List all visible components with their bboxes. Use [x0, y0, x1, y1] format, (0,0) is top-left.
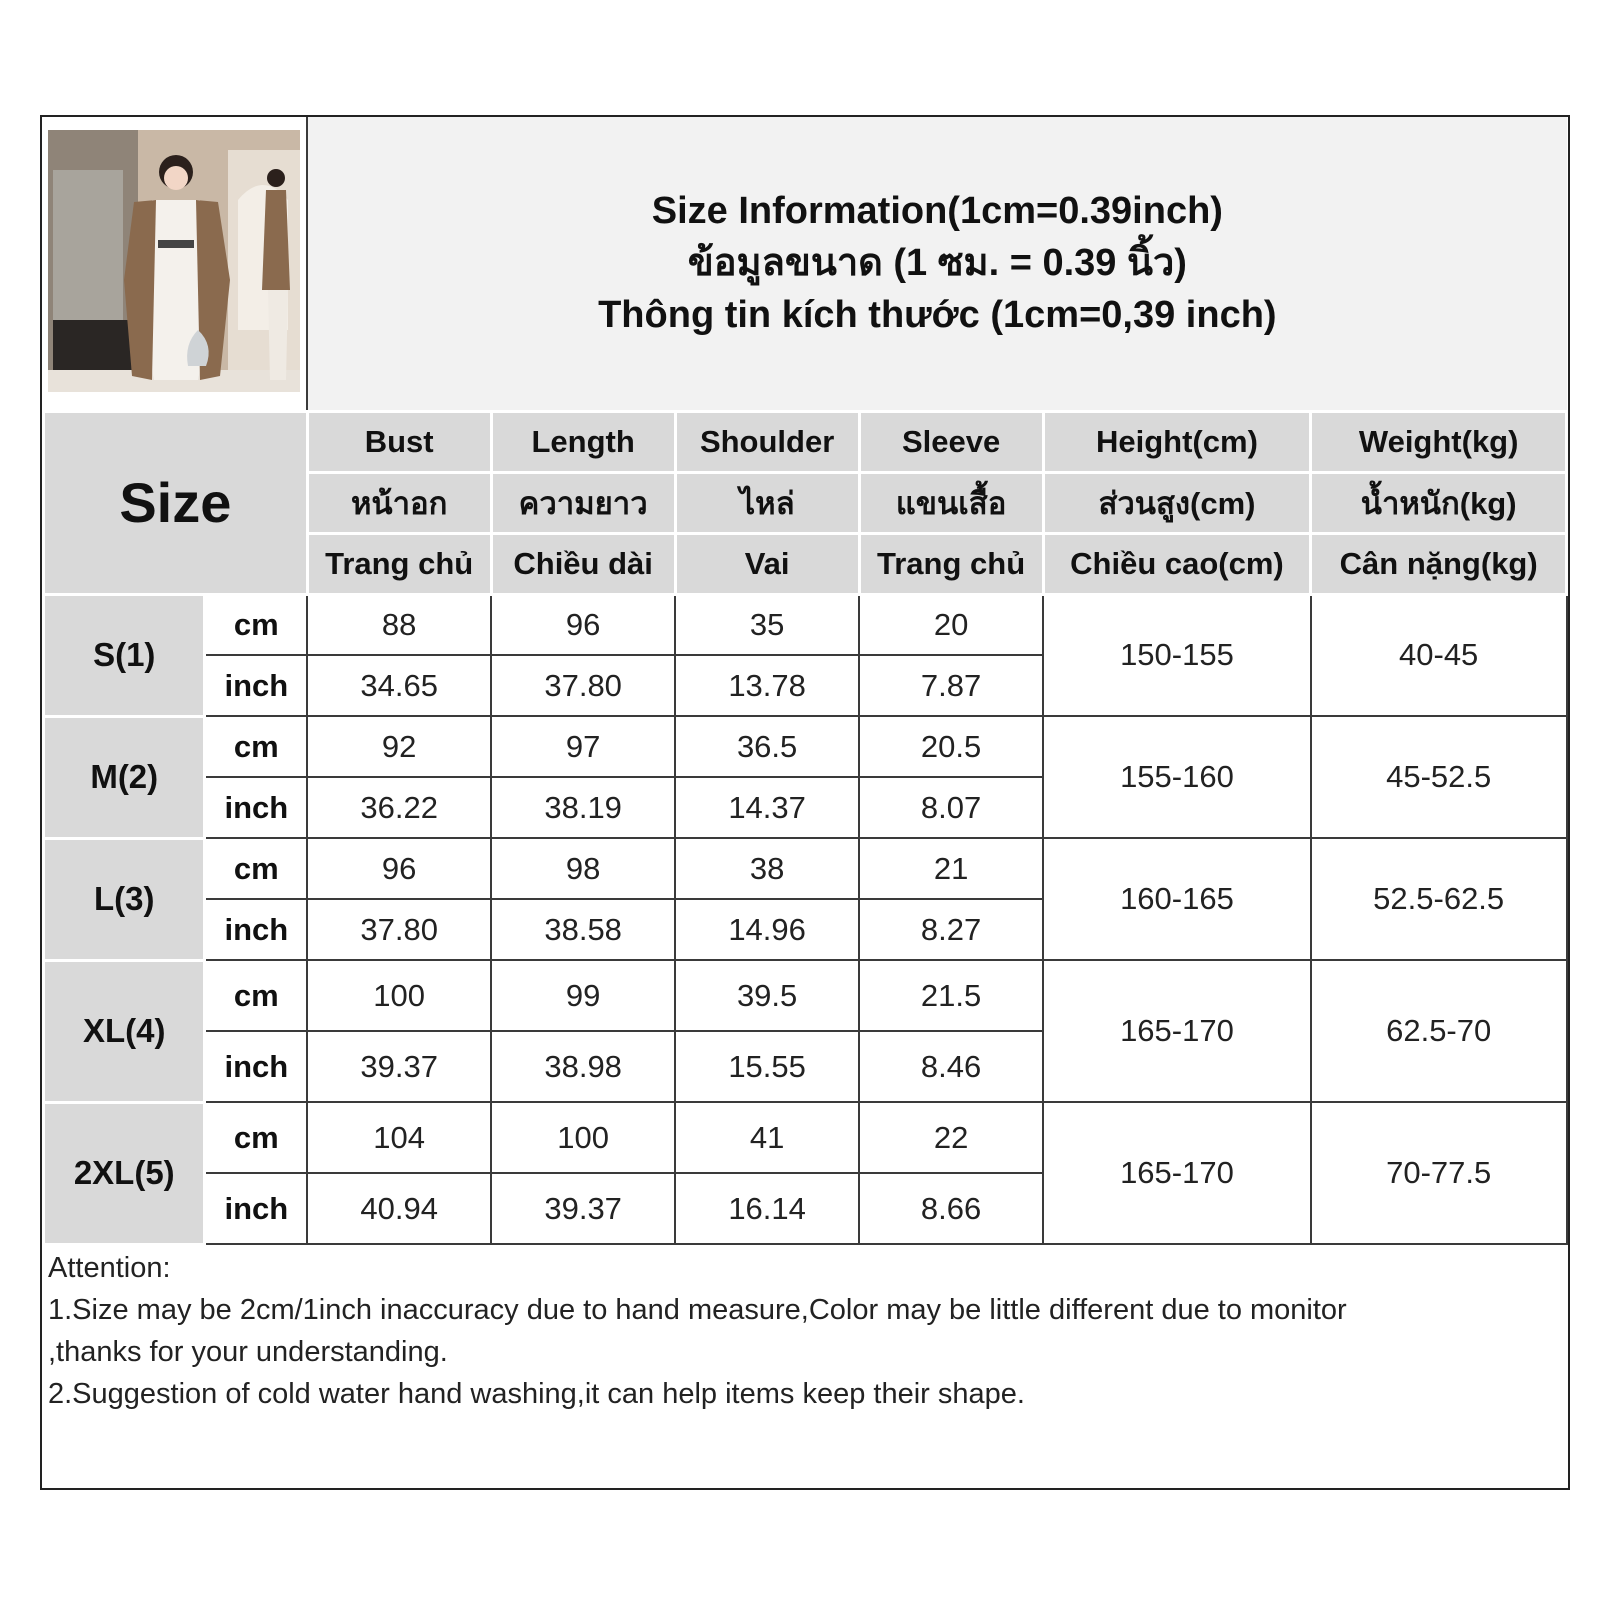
header-bust-th: หน้าอก	[307, 472, 491, 533]
bust-cm: 100	[307, 960, 491, 1031]
length-inch: 38.58	[491, 899, 675, 960]
sleeve-inch: 7.87	[859, 655, 1043, 716]
unit-inch: inch	[205, 777, 307, 838]
header-length-vi: Chiều dài	[491, 533, 675, 594]
length-cm: 96	[491, 594, 675, 655]
unit-inch: inch	[205, 1173, 307, 1244]
height-range: 150-155	[1043, 594, 1311, 716]
table-row	[44, 960, 1567, 1031]
shoulder-cm: 35	[675, 594, 859, 655]
table-row	[44, 838, 1567, 899]
size-xl: XL(4)	[44, 960, 205, 1102]
size-chart	[40, 115, 1570, 1490]
bust-cm: 88	[307, 594, 491, 655]
length-inch: 38.98	[491, 1031, 675, 1102]
unit-inch: inch	[205, 1031, 307, 1102]
weight-range: 52.5-62.5	[1311, 838, 1567, 960]
length-inch: 39.37	[491, 1173, 675, 1244]
product-photo-cell	[44, 117, 308, 411]
title-thai: ข้อมูลขนาด (1 ซม. = 0.39 นิ้ว)	[687, 242, 1187, 285]
attention-line-3: 2.Suggestion of cold water hand washing,it can help items keep their shape.	[48, 1378, 1025, 1410]
bust-cm: 96	[307, 838, 491, 899]
unit-inch: inch	[205, 899, 307, 960]
unit-cm: cm	[205, 960, 307, 1031]
header-shoulder-en: Shoulder	[675, 411, 859, 472]
table-row	[44, 1102, 1567, 1173]
unit-inch: inch	[205, 655, 307, 716]
length-cm: 97	[491, 716, 675, 777]
shoulder-inch: 16.14	[675, 1173, 859, 1244]
size-l: L(3)	[44, 838, 205, 960]
size-2xl: 2XL(5)	[44, 1102, 205, 1244]
header-bust-vi: Trang chủ	[307, 533, 491, 594]
sleeve-cm: 20	[859, 594, 1043, 655]
shoulder-cm: 41	[675, 1102, 859, 1173]
title-english: Size Information(1cm=0.39inch)	[651, 190, 1223, 233]
shoulder-inch: 15.55	[675, 1031, 859, 1102]
header-sleeve-vi: Trang chủ	[859, 533, 1043, 594]
sleeve-inch: 8.46	[859, 1031, 1043, 1102]
bust-cm: 104	[307, 1102, 491, 1173]
unit-cm: cm	[205, 594, 307, 655]
header-weight-en: Weight(kg)	[1311, 411, 1567, 472]
sleeve-cm: 21.5	[859, 960, 1043, 1031]
sleeve-cm: 20.5	[859, 716, 1043, 777]
product-photo	[48, 130, 300, 392]
table-row	[44, 594, 1567, 655]
shoulder-cm: 36.5	[675, 716, 859, 777]
header-weight-vi: Cân nặng(kg)	[1311, 533, 1567, 594]
header-height-th: ส่วนสูง(cm)	[1043, 472, 1311, 533]
length-cm: 100	[491, 1102, 675, 1173]
size-table	[42, 117, 1568, 1246]
title-vietnamese: Thông tin kích thước (1cm=0,39 inch)	[598, 294, 1277, 337]
height-range: 160-165	[1043, 838, 1311, 960]
weight-range: 62.5-70	[1311, 960, 1567, 1102]
length-inch: 37.80	[491, 655, 675, 716]
attention-notes	[48, 1247, 1548, 1415]
height-range: 165-170	[1043, 1102, 1311, 1244]
attention-line-1: 1.Size may be 2cm/1inch inaccuracy due to hand measure,Color may be little different due to monitor	[48, 1294, 1347, 1326]
length-inch: 38.19	[491, 777, 675, 838]
bust-inch: 39.37	[307, 1031, 491, 1102]
shoulder-cm: 38	[675, 838, 859, 899]
length-cm: 99	[491, 960, 675, 1031]
table-row	[44, 716, 1567, 777]
header-length-th: ความยาว	[491, 472, 675, 533]
header-height-en: Height(cm)	[1043, 411, 1311, 472]
bust-cm: 92	[307, 716, 491, 777]
shoulder-inch: 13.78	[675, 655, 859, 716]
weight-range: 45-52.5	[1311, 716, 1567, 838]
shoulder-cm: 39.5	[675, 960, 859, 1031]
sleeve-inch: 8.66	[859, 1173, 1043, 1244]
height-range: 165-170	[1043, 960, 1311, 1102]
size-m: M(2)	[44, 716, 205, 838]
shoulder-inch: 14.96	[675, 899, 859, 960]
header-shoulder-th: ไหล่	[675, 472, 859, 533]
header-sleeve-th: แขนเสื้อ	[859, 472, 1043, 533]
title-cell	[307, 117, 1566, 411]
attention-line-2: ,thanks for your understanding.	[48, 1336, 448, 1368]
header-sleeve-en: Sleeve	[859, 411, 1043, 472]
sleeve-inch: 8.27	[859, 899, 1043, 960]
header-shoulder-vi: Vai	[675, 533, 859, 594]
sleeve-cm: 22	[859, 1102, 1043, 1173]
sleeve-cm: 21	[859, 838, 1043, 899]
size-header: Size	[44, 411, 308, 594]
shoulder-inch: 14.37	[675, 777, 859, 838]
weight-range: 40-45	[1311, 594, 1567, 716]
header-bust-en: Bust	[307, 411, 491, 472]
header-weight-th: น้ำหนัก(kg)	[1311, 472, 1567, 533]
height-range: 155-160	[1043, 716, 1311, 838]
unit-cm: cm	[205, 716, 307, 777]
unit-cm: cm	[205, 838, 307, 899]
bust-inch: 37.80	[307, 899, 491, 960]
header-height-vi: Chiều cao(cm)	[1043, 533, 1311, 594]
sleeve-inch: 8.07	[859, 777, 1043, 838]
length-cm: 98	[491, 838, 675, 899]
bust-inch: 40.94	[307, 1173, 491, 1244]
header-length-en: Length	[491, 411, 675, 472]
weight-range: 70-77.5	[1311, 1102, 1567, 1244]
unit-cm: cm	[205, 1102, 307, 1173]
bust-inch: 36.22	[307, 777, 491, 838]
attention-heading: Attention:	[48, 1252, 171, 1284]
bust-inch: 34.65	[307, 655, 491, 716]
size-s: S(1)	[44, 594, 205, 716]
